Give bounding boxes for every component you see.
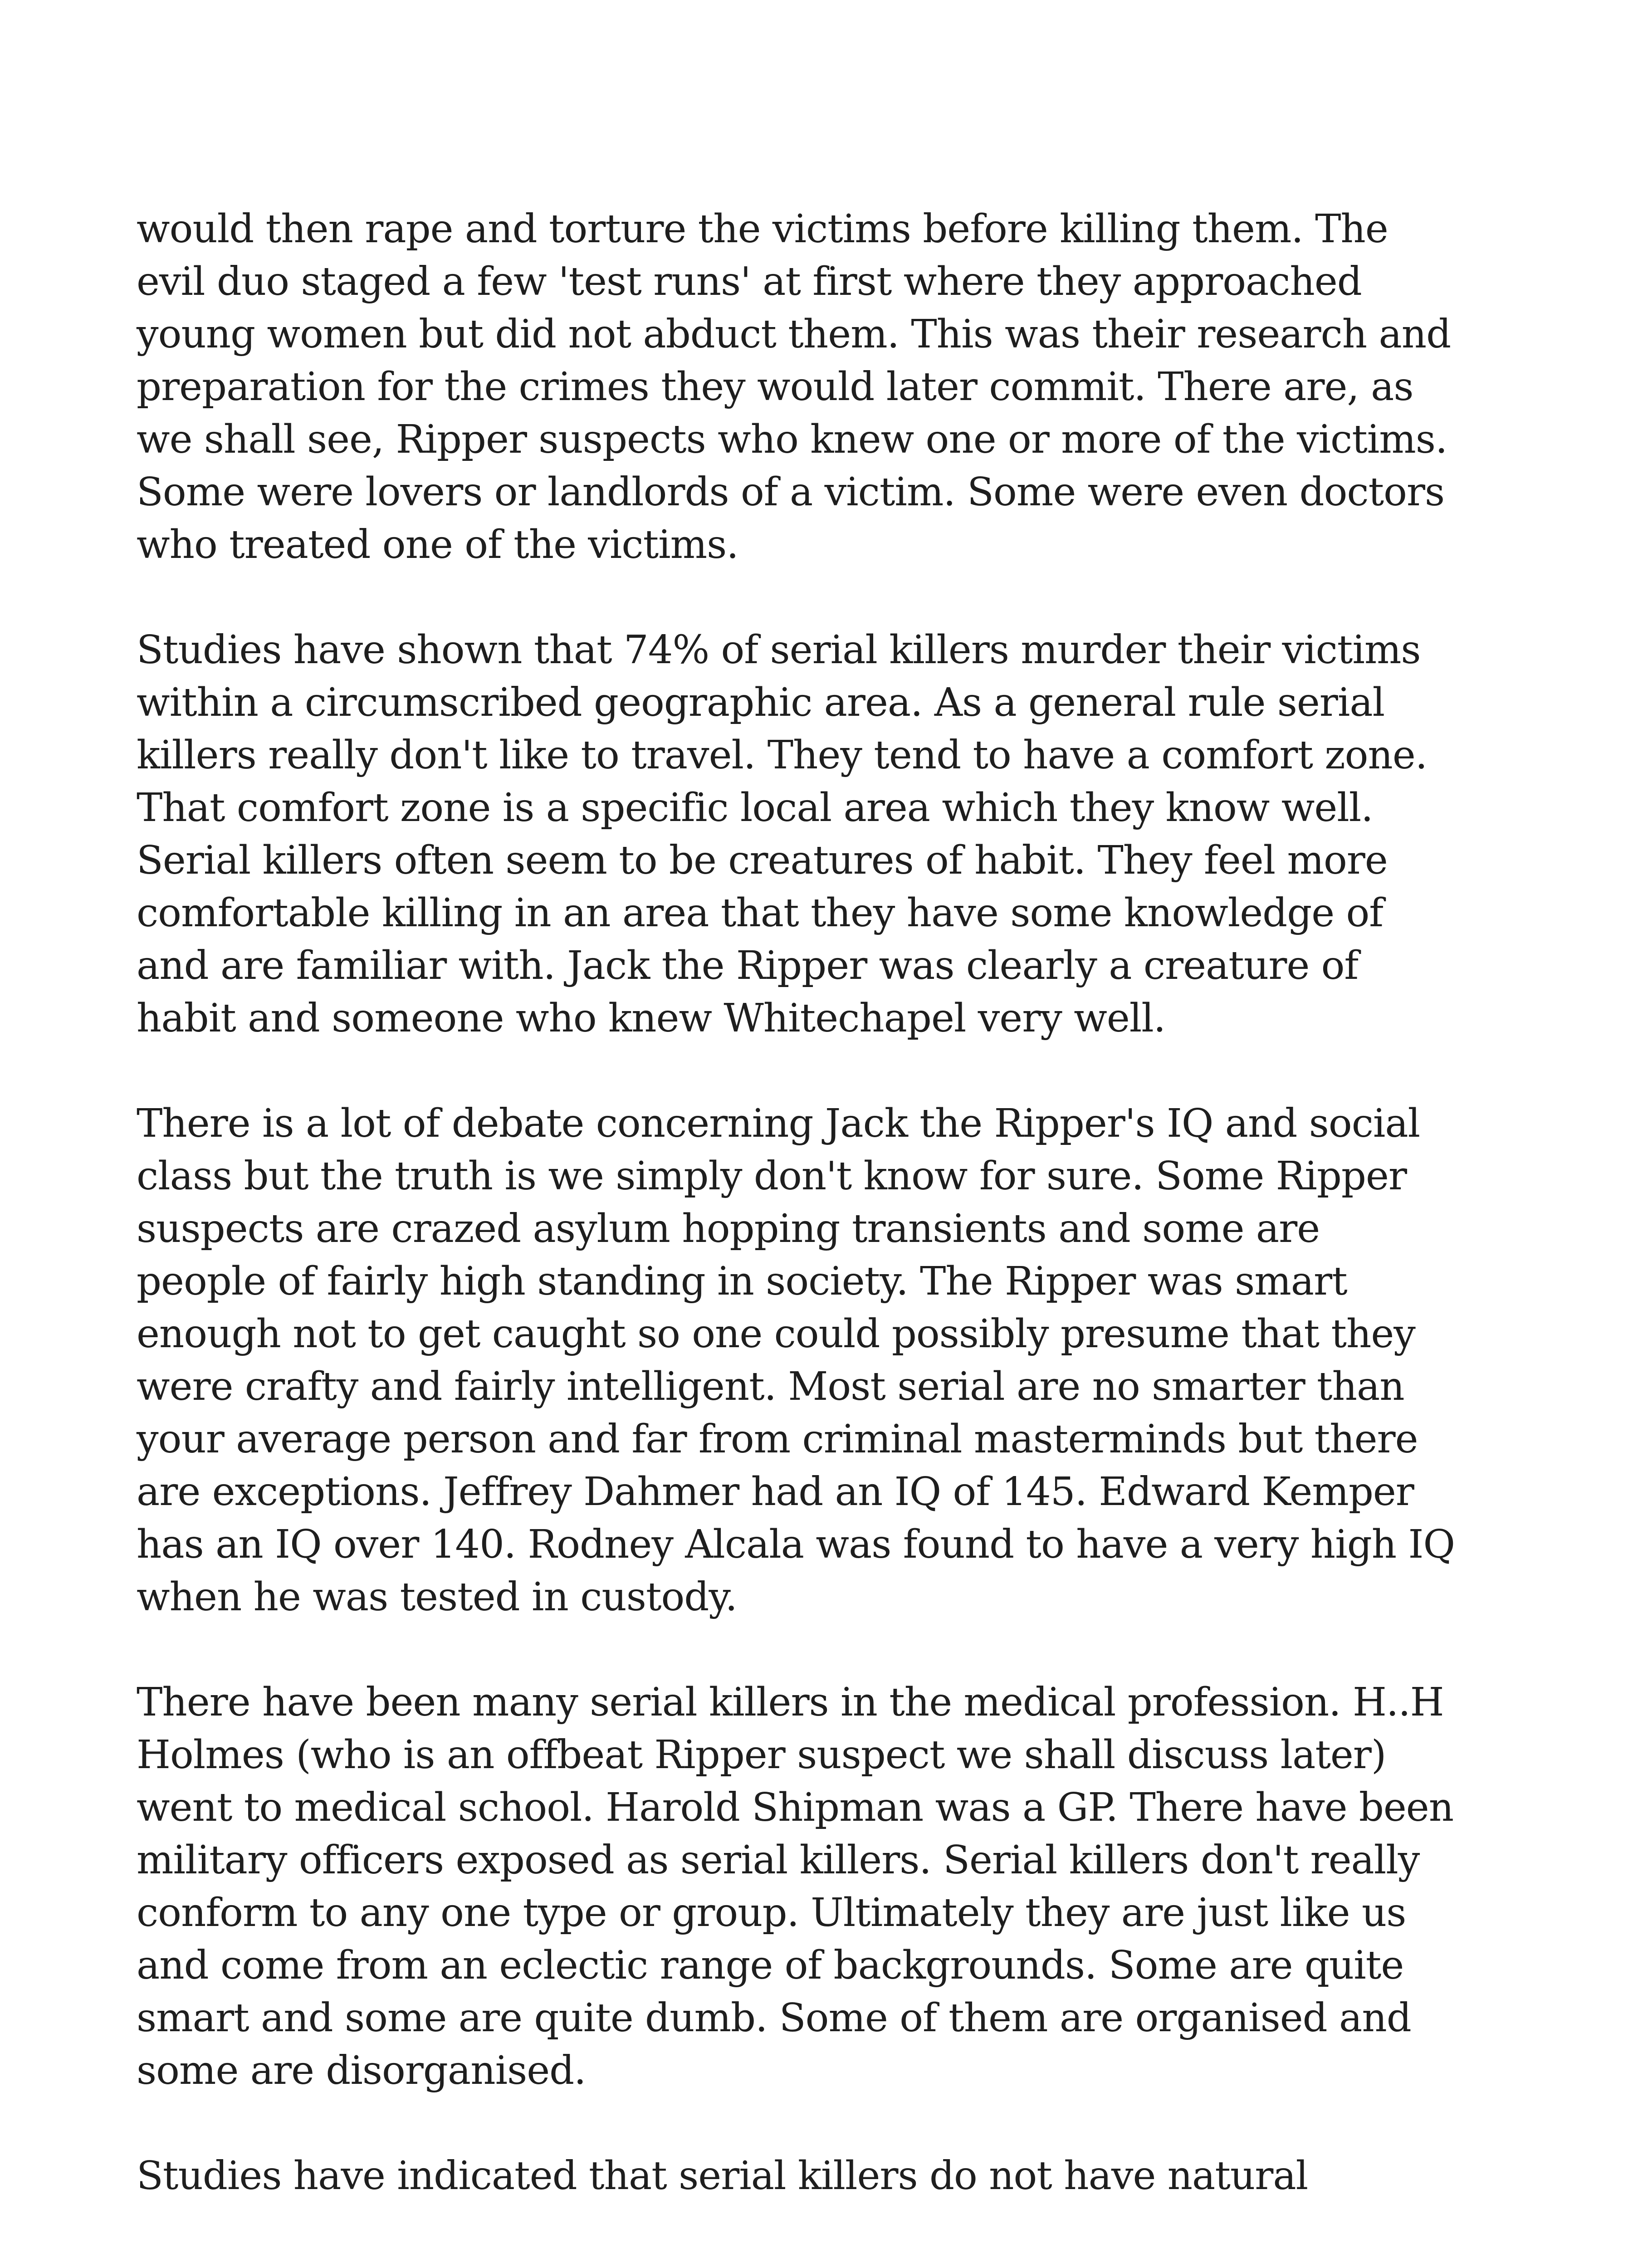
text-line: has an IQ over 140. Rodney Alcala was found to have a very high IQ xyxy=(137,1522,1455,1567)
text-line: class but the truth is we simply don't know for sure. Some Ripper xyxy=(137,1154,1407,1199)
body-text xyxy=(137,203,1455,2255)
paragraph xyxy=(137,1676,1454,2097)
text-line: would then rape and torture the victims before killing them. The xyxy=(137,206,1388,252)
paragraph xyxy=(137,624,1428,1045)
text-line: military officers exposed as serial killers. Serial killers don't really xyxy=(137,1838,1420,1883)
text-line: are exceptions. Jeffrey Dahmer had an IQ of 145. Edward Kemper xyxy=(137,1469,1414,1515)
text-line: Studies have shown that 74% of serial killers murder their victims xyxy=(137,627,1421,673)
text-line: Holmes (who is an offbeat Ripper suspect we shall discuss later) xyxy=(137,1732,1386,1778)
text-line: preparation for the crimes they would later commit. There are, as xyxy=(137,364,1413,410)
text-line: your average person and far from criminal masterminds but there xyxy=(137,1417,1418,1462)
text-line: people of fairly high standing in society. The Ripper was smart xyxy=(137,1259,1347,1304)
text-line: young women but did not abduct them. This was their research and xyxy=(137,312,1451,357)
text-line: habit and someone who knew Whitechapel very well. xyxy=(137,996,1166,1041)
text-line: Studies have indicated that serial killers do not have natural xyxy=(137,2153,1308,2199)
paragraph xyxy=(137,1097,1455,1623)
text-line: enough not to get caught so one could possibly presume that they xyxy=(137,1311,1415,1357)
text-line: smart and some are quite dumb. Some of them are organised and xyxy=(137,1995,1411,2041)
text-line: killers really don't like to travel. They tend to have a comfort zone. xyxy=(137,733,1428,778)
text-line: There have been many serial killers in the medical profession. H..H xyxy=(137,1680,1444,1725)
text-line: There is a lot of debate concerning Jack the Ripper's IQ and social xyxy=(137,1101,1420,1146)
paragraph xyxy=(137,203,1451,571)
text-line: within a circumscribed geographic area. As a general rule serial xyxy=(137,680,1385,725)
text-line: Serial killers often seem to be creatures of habit. They feel more xyxy=(137,838,1388,883)
text-line: Some were lovers or landlords of a victim. Some were even doctors xyxy=(137,469,1445,515)
text-line: when he was tested in custody. xyxy=(137,1574,737,1620)
paragraph xyxy=(137,2150,1425,2202)
text-line: suspects are crazed asylum hopping transients and some are xyxy=(137,1206,1320,1251)
text-line: who treated one of the victims. xyxy=(137,522,738,567)
text-line: evil duo staged a few 'test runs' at first where they approached xyxy=(137,259,1362,304)
text-line: we shall see, Ripper suspects who knew one or more of the victims. xyxy=(137,417,1447,462)
text-line: conform to any one type or group. Ultimately they are just like us xyxy=(137,1890,1406,1936)
text-line: comfortable killing in an area that they have some knowledge of xyxy=(137,890,1384,936)
text-line: some are disorganised. xyxy=(137,2048,586,2093)
text-line: and are familiar with. Jack the Ripper was clearly a creature of xyxy=(137,943,1359,988)
text-line: That comfort zone is a specific local area which they know well. xyxy=(137,785,1373,831)
text-line: went to medical school. Harold Shipman was a GP. There have been xyxy=(137,1785,1454,1830)
text-line: were crafty and fairly intelligent. Most serial are no smarter than xyxy=(137,1364,1404,1409)
text-line: and come from an eclectic range of backgrounds. Some are quite xyxy=(137,1943,1404,1988)
